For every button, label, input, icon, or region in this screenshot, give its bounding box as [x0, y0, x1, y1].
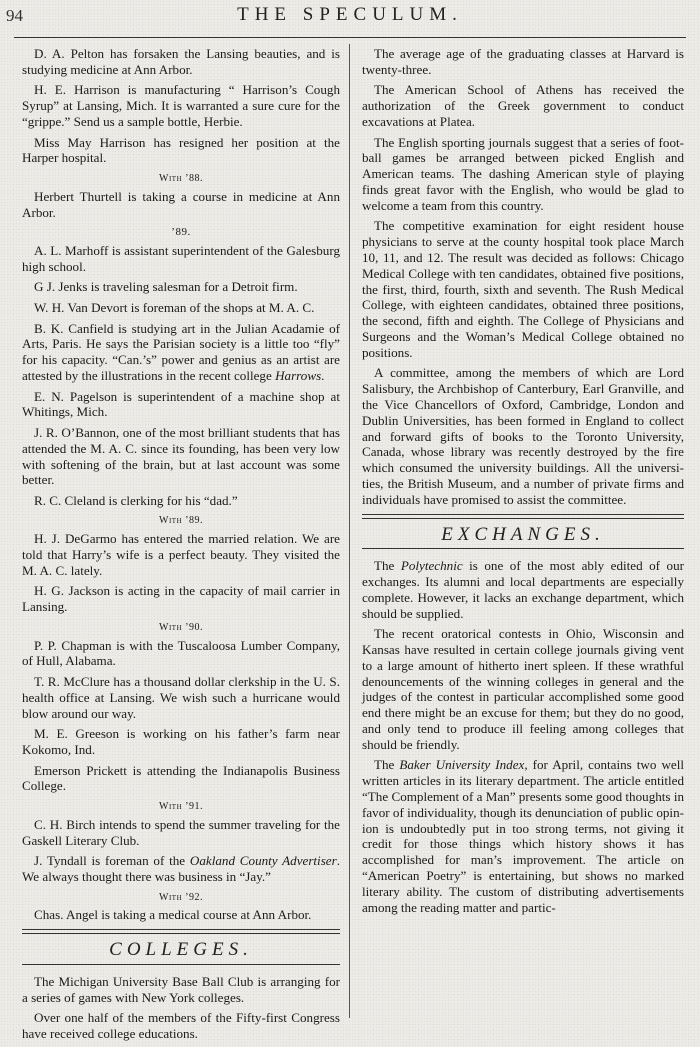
personal-item: R. C. Cleland is clerking for his “dad.”: [34, 492, 238, 508]
publication-title: Harrows: [275, 367, 322, 383]
personal-item: Emerson Prickett is attending the Indianapolis Business College.: [22, 762, 340, 794]
text-run: , for April, contains two well written articles in its literary department. The article entitled “The Complement of a Man” presents some good thoughts in favor of individuality, though its denunciation of public opinion is undoubtedly put in too strong terms, not giving it credit for those things which history shows it has accomplished for man’s improvement. The article on “American Poetry” is entertaining, but shows no marked literary ability. The custom of distributing advertisements among the reading matter and partic-: [362, 757, 684, 915]
text-run: B. K. Canfield is studying art in the Julian Acadamie of Arts, Paris. He says the Parisian society is a little too “fly” for his capacity. “Can.’s” power and genius as an artist are attested by the illustrations in the recent college: [22, 320, 340, 383]
college-item: The average age of the graduating classes at Harvard is twenty-three.: [362, 46, 684, 77]
class-heading: With ’92.: [159, 891, 203, 903]
college-item: The Michigan University Base Ball Club is arranging for a series of games with New York colleges.: [22, 973, 340, 1005]
text-run: . We always thought there was business in “Jay.”: [22, 853, 340, 884]
page-number: 94: [6, 6, 23, 25]
class-heading: ’89.: [171, 226, 191, 239]
section-double-rule: [362, 514, 684, 519]
exchange-item: [362, 626, 684, 752]
header-rule: [14, 37, 686, 38]
college-item: Over one half of the members of the Fifty-first Congress have received college educations.: [22, 1010, 340, 1042]
text-run: The: [374, 757, 400, 773]
right-column: [362, 46, 684, 920]
personal-item: G J. Jenks is traveling salesman for a Detroit firm.: [34, 279, 298, 295]
personal-item: [22, 321, 340, 384]
publication-title: Oakland County Advertiser: [189, 853, 337, 869]
class-heading: With ’91.: [159, 801, 203, 813]
personal-item: W. H. Van Devort is foreman of the shops at M. A. C.: [34, 299, 315, 315]
section-double-rule: [22, 929, 340, 934]
personal-item: T. R. McClure has a thousand dollar clerkship in the U. S. health office at Lansing. We wish such a hurricane would blow around our way.: [22, 674, 340, 721]
text-run: is one of the most ably edited of our exchanges. Its alumni and local departments are especially complete. However, it lacks an exchange department, which should be supplied.: [362, 558, 684, 621]
personal-item: Chas. Angel is taking a medical course at Ann Arbor.: [34, 907, 312, 923]
left-column: [22, 46, 340, 1047]
personal-item: C. H. Birch intends to spend the summer traveling for the Gaskell Literary Club.: [22, 816, 340, 848]
personal-item: [22, 853, 340, 885]
personal-item: A. L. Marhoff is assistant superintendent of the Galesburg high school.: [22, 242, 340, 274]
personal-item: M. E. Greeson is working on his father’s farm near Kokomo, Ind.: [22, 726, 340, 758]
personal-item: J. R. O’Bannon, one of the most brilliant students that has attended the M. A. C. since its founding, has been very low with softening of the brain, but at last account was some better.: [22, 424, 340, 488]
college-item: The English sporting journals suggest that a series of foot-ball games be arranged between picked English and American teams. The dashing American style of playing finds great favor with the English, who would be glad to welcome a team from this country.: [362, 134, 684, 213]
page-title: THE SPECULUM.: [237, 4, 463, 25]
personal-item: D. A. Pelton has forsaken the Lansing beauties, and is studying medicine at Ann Arbor.: [22, 46, 340, 77]
publication-title: Polytechnic: [400, 558, 463, 574]
exchange-item: [362, 558, 684, 621]
column-divider: [349, 44, 350, 1018]
publication-title: Baker University Index: [399, 757, 525, 773]
personal-item: H. E. Harrison is manufacturing “ Harrison’s Cough Syrup” at Lansing, Mich. It is warranted a sure cure for the “grippe.” Send us a sample bottle, Herbie.: [22, 82, 340, 129]
personal-item: Miss May Harrison has resigned her position at the Harper hospital.: [22, 134, 340, 166]
personal-item: H. G. Jackson is acting in the capacity of mail carrier in Lansing.: [22, 583, 340, 615]
personal-item: P. P. Chapman is with the Tuscaloosa Lumber Company, of Hull, Alabama.: [22, 637, 340, 669]
text-run: The recent oratorical contests in Ohio, Wisconsin and Kansas have resulted in certain college journals giving vent to a large amount of hitherto inert spleen. If these wrathful denouncements of the winning colleges in general and the judges of the contest in particular accomplished some good end there might be an excuse for them; but they do no good, and only tend to produce ill feeling among colleges that should be friendly.: [362, 626, 684, 752]
section-rule: [22, 964, 340, 965]
personal-item: E. N. Pagelson is superintendent of a machine shop at Whitings, Mich.: [22, 388, 340, 420]
class-heading: With ’89.: [159, 515, 203, 527]
text-run: .: [321, 367, 325, 383]
text-run: J. Tyndall is foreman of the: [34, 853, 190, 869]
college-item: A committee, among the members of which are Lord Salisbury, the Archbishop of Canterbury, Earl Granville, and the Vice Chancellors of Oxford, Cambridge, London and Dublin Universities, has been formed in England to collect and forward gifts of books to the Toronto University, Canada, whose library was recently destroyed by the fire which consumed the university buildings. All the universities, the British Museum, and a number of private firms and individuals have promised to assist the committee.: [362, 365, 684, 507]
personal-item: H. J. DeGarmo has entered the married relation. We are told that Harry’s wife is a perfect beauty. They visited the M. A. C. lately.: [22, 531, 340, 578]
section-rule: [362, 548, 684, 549]
class-heading: With ’88.: [159, 172, 203, 184]
personal-item: Herbert Thurtell is taking a course in medicine at Ann Arbor.: [22, 188, 340, 220]
section-title-exchanges: EXCHANGES.: [441, 523, 605, 545]
class-heading: With ’90.: [159, 621, 203, 633]
college-item: The American School of Athens has received the authorization of the Greek government to conduct excavations at Platea.: [362, 82, 684, 129]
text-run: The: [374, 558, 401, 574]
college-item: The competitive examination for eight resident house physicians to serve at the county hospital took place March 10, 11, and 12. The result was decided as follows: Chicago Medical College with ten candidates, obtained five positions, the first, third, fourth, sixth and seventh. The Rush Medical College, with eighteen candidates, obtained three positions, the second, fifth and eighth. The College of Physicians and Surgeons and the Woman’s Medical College obtained no positions.: [362, 218, 684, 360]
section-title-colleges: COLLEGES.: [109, 939, 253, 961]
page-header: [0, 0, 700, 36]
exchange-item: [362, 757, 684, 915]
